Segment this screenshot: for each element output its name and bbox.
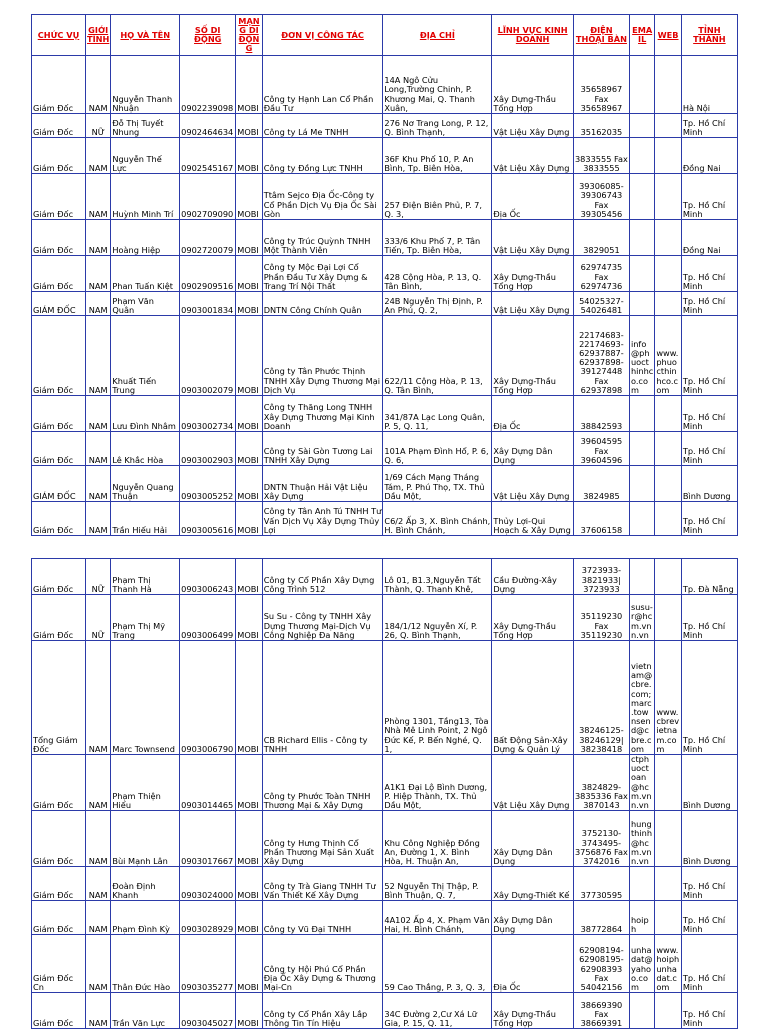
cell-network: MOBI [236,641,262,755]
cell-mobile: 0903014465 [180,755,236,811]
column-header: WEB [655,15,681,56]
cell-field: Vật Liệu Xây Dựng [492,220,574,256]
cell-network: MOBI [236,595,262,641]
cell-mobile: 0903002734 [180,396,236,432]
cell-company: DNTN Thuận Hải Vật Liệu Xây Dựng [262,466,383,502]
cell-gender: NAM [85,867,110,901]
cell-network: MOBI [236,901,262,935]
cell-name: Bùi Mạnh Lân [111,811,180,867]
cell-address: 276 Nơ Trang Long, P. 12, Q. Bình Thạnh, [383,114,492,138]
cell-role: Giám Đốc [32,316,86,396]
cell-company: Công ty Lá Me TNHH [262,114,383,138]
cell-email [629,292,654,316]
cell-field: Vật Liệu Xây Dựng [492,755,574,811]
cell-city: Tp. Hồ Chí Minh [681,174,737,220]
cell-role: Giám Đốc [32,396,86,432]
cell-field: Cầu Đường-Xây Dựng [492,559,574,595]
cell-name: Phạm Văn Quân [111,292,180,316]
cell-company: Công ty Hạnh Lan Cổ Phần Đầu Tư [262,56,383,114]
cell-field: Xây Dựng-Thiết Kế [492,867,574,901]
cell-phone: 35658967 Fax 35658967 [573,56,629,114]
cell-city: Tp. Hồ Chí Minh [681,316,737,396]
cell-email [629,466,654,502]
cell-company: Su Su - Công ty TNHH Xây Dựng Thương Mại-Dịch Vụ Công Nghiệp Đa Năng [262,595,383,641]
contact-table-page-1 [31,14,738,536]
cell-phone: 3723933-3821933| 3723933 [573,559,629,595]
cell-gender: NAM [85,811,110,867]
table-row [32,901,738,935]
cell-phone: 38842593 [573,396,629,432]
cell-gender: NAM [85,316,110,396]
cell-email [629,502,654,536]
cell-city: Tp. Đà Nẵng [681,559,737,595]
cell-field: Bất Động Sản-Xây Dựng & Quản Lý [492,641,574,755]
cell-name: Đỗ Thị Tuyết Nhung [111,114,180,138]
cell-company: DNTN Công Chính Quân [262,292,383,316]
cell-field: Xây Dựng Dân Dụng [492,811,574,867]
cell-web: www.phuocthinhco.com [655,316,681,396]
cell-city: Bình Dương [681,811,737,867]
cell-name: Phạm Thị Mỹ Trang [111,595,180,641]
cell-phone: 35119230 Fax 35119230 [573,595,629,641]
cell-address: Phòng 1301, Tầng13, Tòa Nhà Mê Linh Point, 2 Ngô Đức Kế, P. Bến Nghé, Q. 1, [383,641,492,755]
cell-mobile: 0903002903 [180,432,236,466]
table-row [32,396,738,432]
cell-name: Lê Khắc Hòa [111,432,180,466]
cell-mobile: 0903045027 [180,993,236,1029]
cell-name: Nguyễn Thế Lực [111,138,180,174]
cell-field: Địa Ốc [492,174,574,220]
cell-role: Giám Đốc [32,755,86,811]
cell-mobile: 0903001834 [180,292,236,316]
table-row [32,993,738,1029]
cell-gender: NAM [85,396,110,432]
cell-phone: 38246125-38246129| 38238418 [573,641,629,755]
cell-email [629,114,654,138]
cell-role: Giám Đốc [32,867,86,901]
column-header: ĐỊA CHỈ [383,15,492,56]
table-row [32,256,738,292]
cell-company: Công ty Trúc Quỳnh TNHH Một Thành Viên [262,220,383,256]
cell-web: www.hoiphunhadat.com [655,935,681,993]
cell-email: susu-r@hcm.vnn.vn [629,595,654,641]
contact-table [31,14,738,536]
cell-city: Tp. Hồ Chí Minh [681,502,737,536]
cell-web [655,396,681,432]
table-row [32,466,738,502]
cell-company: Công ty Mộc Đại Lợi Cổ Phần Đầu Tư Xây Dựng & Trang Trí Nội Thất [262,256,383,292]
cell-company: Công ty Vũ Đại TNHH [262,901,383,935]
table-row [32,755,738,811]
cell-field: Xây Dựng Dân Dụng [492,432,574,466]
cell-mobile: 0903002079 [180,316,236,396]
cell-network: MOBI [236,256,262,292]
cell-network: MOBI [236,755,262,811]
cell-company: Công ty Đồng Lực TNHH [262,138,383,174]
cell-mobile: 0903017667 [180,811,236,867]
cell-mobile: 0903035277 [180,935,236,993]
cell-email [629,220,654,256]
cell-address: Lô 01, B1.3,Nguyễn Tất Thành, Q. Thanh Khê, [383,559,492,595]
cell-network: MOBI [236,867,262,901]
cell-company: Công ty Sài Gòn Tương Lai TNHH Xây Dựng [262,432,383,466]
cell-name: Marc Townsend [111,641,180,755]
cell-mobile: 0903028929 [180,901,236,935]
cell-email: info@phuocthinhco.com [629,316,654,396]
cell-role: Giám Đốc [32,901,86,935]
cell-web: www.cbrevietnam.com [655,641,681,755]
cell-company: Công ty Tân Anh Tú TNHH Tư Vấn Dịch Vụ Xây Dựng Thủy Lợi [262,502,383,536]
table-row [32,220,738,256]
cell-web [655,867,681,901]
cell-phone: 38669390 Fax 38669391 [573,993,629,1029]
cell-address: 34C Đường 2,Cư Xá Lữ Gia, P. 15, Q. 11, [383,993,492,1029]
column-header: GIỚI TÍNH [85,15,110,56]
column-header: CHỨC VỤ [32,15,86,56]
table-row [32,867,738,901]
cell-phone: 35162035 [573,114,629,138]
cell-field: Vật Liệu Xây Dựng [492,114,574,138]
table-row [32,316,738,396]
cell-email: hungthinh@hcm.vnn.vn [629,811,654,867]
cell-gender: NỮ [85,595,110,641]
cell-web [655,993,681,1029]
cell-web [655,174,681,220]
cell-role: Giám Đốc [32,502,86,536]
cell-phone: 54025327-54026481 [573,292,629,316]
cell-company: Công ty Cổ Phần Xây Lắp Thông Tin Tín Hiệu [262,993,383,1029]
cell-address: Khu Công Nghiệp Đồng An, Đường 1, X. Bình Hòa, H. Thuận An, [383,811,492,867]
cell-field: Thủy Lợi-Qui Hoạch & Xây Dựng [492,502,574,536]
cell-network: MOBI [236,56,262,114]
column-header: TỈNH THÀNH [681,15,737,56]
cell-web [655,56,681,114]
cell-address: 428 Cộng Hòa, P. 13, Q. Tân Bình, [383,256,492,292]
column-header: EMAIL [629,15,654,56]
cell-address: 341/87A Lạc Long Quân, P. 5, Q. 11, [383,396,492,432]
cell-gender: NỮ [85,114,110,138]
cell-network: MOBI [236,993,262,1029]
cell-field: Địa Ốc [492,935,574,993]
column-header: ĐƠN VỊ CÔNG TÁC [262,15,383,56]
cell-city: Tp. Hồ Chí Minh [681,993,737,1029]
cell-mobile: 0902909516 [180,256,236,292]
cell-web [655,292,681,316]
cell-gender: NAM [85,502,110,536]
cell-city: Hà Nội [681,56,737,114]
cell-city: Tp. Hồ Chí Minh [681,935,737,993]
cell-field: Vật Liệu Xây Dựng [492,466,574,502]
cell-city: Tp. Hồ Chí Minh [681,901,737,935]
contact-table-page-2 [31,558,738,1029]
cell-gender: NAM [85,220,110,256]
cell-city: Bình Dương [681,466,737,502]
cell-city: Tp. Hồ Chí Minh [681,292,737,316]
cell-city: Tp. Hồ Chí Minh [681,432,737,466]
cell-role: GIÁM ĐỐC [32,292,86,316]
cell-city: Tp. Hồ Chí Minh [681,595,737,641]
cell-company: Công ty Thăng Long TNHH Xây Dựng Thương Mại Kinh Doanh [262,396,383,432]
cell-phone: 62974735 Fax 62974736 [573,256,629,292]
cell-web [655,755,681,811]
cell-email [629,56,654,114]
cell-city: Bình Dương [681,755,737,811]
cell-gender: NAM [85,56,110,114]
cell-name: Phan Tuấn Kiệt [111,256,180,292]
header-row [32,15,738,56]
cell-name: Hoàng Hiệp [111,220,180,256]
cell-name: Khuất Tiến Trung [111,316,180,396]
cell-address: 257 Điện Biên Phủ, P. 7, Q. 3, [383,174,492,220]
cell-address: C6/2 Ấp 3, X. Bình Chánh, H. Bình Chánh, [383,502,492,536]
cell-email: ctphuoctoan@hcm.vnn.vn [629,755,654,811]
cell-gender: NAM [85,432,110,466]
cell-gender: NAM [85,993,110,1029]
cell-city: Tp. Hồ Chí Minh [681,256,737,292]
cell-company: Ttâm Sejco Địa Ốc-Công ty Cổ Phần Dịch Vụ Địa Ốc Sài Gòn [262,174,383,220]
cell-network: MOBI [236,220,262,256]
cell-phone: 37730595 [573,867,629,901]
cell-email [629,559,654,595]
cell-network: MOBI [236,174,262,220]
cell-address: 622/11 Cộng Hòa, P. 13, Q. Tân Bình, [383,316,492,396]
column-header: ĐIỆN THOẠI BÀN [573,15,629,56]
cell-email [629,432,654,466]
cell-mobile: 0902720079 [180,220,236,256]
table-row [32,56,738,114]
cell-network: MOBI [236,811,262,867]
cell-role: Giám Đốc [32,256,86,292]
cell-network: MOBI [236,432,262,466]
cell-web [655,220,681,256]
cell-web [655,559,681,595]
cell-role: Tổng Giám Đốc [32,641,86,755]
cell-company: Công ty Tân Phước Thịnh TNHH Xây Dựng Thương Mại Dịch Vụ [262,316,383,396]
contact-table [31,558,738,1029]
cell-address: 1/69 Cách Mạng Tháng Tám, P. Phú Thọ, TX. Thủ Dầu Một, [383,466,492,502]
cell-city: Tp. Hồ Chí Minh [681,867,737,901]
cell-web [655,502,681,536]
cell-network: MOBI [236,559,262,595]
table-row [32,114,738,138]
cell-role: Giám Đốc [32,811,86,867]
cell-web [655,114,681,138]
cell-name: Phạm Thị Thanh Hà [111,559,180,595]
cell-phone: 3833555 Fax 3833555 [573,138,629,174]
cell-network: MOBI [236,292,262,316]
cell-email: vietnam@cbre.com; marc.townsend@cbre.com [629,641,654,755]
cell-network: MOBI [236,138,262,174]
cell-company: Công ty Trà Giang TNHH Tư Vấn Thiết Kế Xây Dựng [262,867,383,901]
cell-phone: 22174683-22174693-62937887-62937898-39127448 Fax 62937898 [573,316,629,396]
cell-role: Giám Đốc [32,56,86,114]
cell-phone: 39306085-39306743 Fax 39305456 [573,174,629,220]
cell-phone: 38772864 [573,901,629,935]
cell-web [655,811,681,867]
cell-address: 36F Khu Phố 10, P. An Bình, Tp. Biên Hòa, [383,138,492,174]
cell-field: Xây Dựng-Thầu Tổng Hợp [492,316,574,396]
cell-phone: 62908194-62908195-62908393 Fax 54042156 [573,935,629,993]
cell-city: Tp. Hồ Chí Minh [681,641,737,755]
column-header: SỐ DI ĐỘNG [180,15,236,56]
cell-role: Giám Đốc [32,432,86,466]
column-header: MẠNG DI ĐỘNG [236,15,262,56]
cell-field: Vật Liệu Xây Dựng [492,138,574,174]
cell-address: 52 Nguyễn Thị Thập, P. Bình Thuận, Q. 7, [383,867,492,901]
cell-city: Tp. Hồ Chí Minh [681,114,737,138]
cell-mobile: 0903006499 [180,595,236,641]
cell-network: MOBI [236,502,262,536]
cell-company: Công ty Phước Toàn TNHH Thương Mại & Xây Dựng [262,755,383,811]
cell-address: 59 Cao Thắng, P. 3, Q. 3, [383,935,492,993]
cell-address: 4A102 Ấp 4, X. Phạm Văn Hai, H. Bình Chánh, [383,901,492,935]
cell-gender: NAM [85,174,110,220]
cell-gender: NAM [85,138,110,174]
cell-address: 184/1/12 Nguyễn Xí, P. 26, Q. Bình Thạnh, [383,595,492,641]
cell-field: Xây Dựng-Thầu Tổng Hợp [492,56,574,114]
table-row [32,559,738,595]
cell-phone: 3752130-3743495-3756876 Fax 3742016 [573,811,629,867]
cell-gender: NAM [85,641,110,755]
cell-role: Giám Đốc [32,993,86,1029]
cell-city: Đồng Nai [681,220,737,256]
cell-field: Vật Liệu Xây Dựng [492,292,574,316]
cell-name: Phạm Thiện Hiếu [111,755,180,811]
cell-field: Xây Dựng Dân Dụng [492,901,574,935]
table-row [32,502,738,536]
table-row [32,292,738,316]
cell-mobile: 0902464634 [180,114,236,138]
cell-mobile: 0903005252 [180,466,236,502]
cell-mobile: 0902545167 [180,138,236,174]
cell-email: unhadat@yahoo.com [629,935,654,993]
column-header: HỌ VÀ TÊN [111,15,180,56]
cell-gender: NỮ [85,559,110,595]
cell-network: MOBI [236,935,262,993]
cell-role: Giám Đốc [32,114,86,138]
cell-field: Xây Dựng-Thầu Tổng Hợp [492,993,574,1029]
cell-name: Lưu Đình Nhâm [111,396,180,432]
cell-network: MOBI [236,114,262,138]
cell-email [629,396,654,432]
cell-field: Xây Dựng-Thầu Tổng Hợp [492,595,574,641]
cell-gender: NAM [85,466,110,502]
cell-network: MOBI [236,316,262,396]
cell-address: 333/6 Khu Phố 7, P. Tân Tiến, Tp. Biên Hòa, [383,220,492,256]
cell-field: Địa Ốc [492,396,574,432]
cell-role: Giám Đốc Cn [32,935,86,993]
cell-mobile: 0902239098 [180,56,236,114]
cell-city: Tp. Hồ Chí Minh [681,396,737,432]
cell-gender: NAM [85,256,110,292]
cell-address: 24B Nguyễn Thị Định, P. An Phú, Q. 2, [383,292,492,316]
cell-name: Huỳnh Minh Trí [111,174,180,220]
cell-network: MOBI [236,396,262,432]
cell-address: 101A Phạm Đình Hổ, P. 6, Q. 6, [383,432,492,466]
cell-mobile: 0903006790 [180,641,236,755]
cell-phone: 3824985 [573,466,629,502]
cell-address: 14A Ngô Cửu Long,Trường Chinh, P. Khương Mai, Q. Thanh Xuân, [383,56,492,114]
cell-email: hoiph [629,901,654,935]
cell-name: Trần Văn Lực [111,993,180,1029]
cell-company: Công ty Hưng Thịnh Cổ Phần Thương Mại Sản Xuất Xây Dựng [262,811,383,867]
table-row [32,174,738,220]
table-row [32,935,738,993]
cell-role: Giám Đốc [32,174,86,220]
cell-web [655,138,681,174]
cell-network: MOBI [236,466,262,502]
cell-company: CB Richard Ellis - Công ty TNHH [262,641,383,755]
cell-field: Xây Dựng-Thầu Tổng Hợp [492,256,574,292]
column-header: LĨNH VỰC KINH DOANH [492,15,574,56]
cell-name: Nguyễn Quang Thuận [111,466,180,502]
cell-web [655,595,681,641]
cell-mobile: 0902709090 [180,174,236,220]
cell-mobile: 0903006243 [180,559,236,595]
cell-role: GIÁM ĐỐC [32,466,86,502]
table-row [32,811,738,867]
cell-phone: 37606158 [573,502,629,536]
cell-email [629,174,654,220]
cell-phone: 3829051 [573,220,629,256]
cell-gender: NAM [85,755,110,811]
cell-role: Giám Đốc [32,559,86,595]
cell-mobile: 0903005616 [180,502,236,536]
cell-role: Giám Đốc [32,595,86,641]
table-row [32,432,738,466]
cell-phone: 3824829-3835336 Fax 3870143 [573,755,629,811]
cell-role: Giám Đốc [32,220,86,256]
cell-phone: 39604595 Fax 39604596 [573,432,629,466]
table-row [32,138,738,174]
cell-web [655,432,681,466]
cell-web [655,466,681,502]
cell-gender: NAM [85,901,110,935]
cell-web [655,256,681,292]
cell-web [655,901,681,935]
cell-name: Phạm Đình Kỳ [111,901,180,935]
cell-mobile: 0903024000 [180,867,236,901]
cell-gender: NAM [85,292,110,316]
cell-email [629,138,654,174]
cell-city: Đồng Nai [681,138,737,174]
table-row [32,641,738,755]
table-row [32,595,738,641]
cell-email [629,256,654,292]
cell-name: Đoàn Định Khanh [111,867,180,901]
cell-gender: NAM [85,935,110,993]
cell-name: Trần Hiếu Hải [111,502,180,536]
cell-role: Giám Đốc [32,138,86,174]
cell-address: A1K1 Đại Lộ Bình Dương, P. Hiệp Thành, TX. Thủ Dầu Một, [383,755,492,811]
cell-email [629,867,654,901]
cell-name: Thân Đức Hào [111,935,180,993]
cell-name: Nguyễn Thanh Nhuận [111,56,180,114]
cell-email [629,993,654,1029]
cell-company: Công ty Cổ Phần Xây Dựng Công Trình 512 [262,559,383,595]
cell-company: Công ty Hội Phú Cổ Phần Địa Ốc Xây Dựng & Thương Mại-Cn [262,935,383,993]
